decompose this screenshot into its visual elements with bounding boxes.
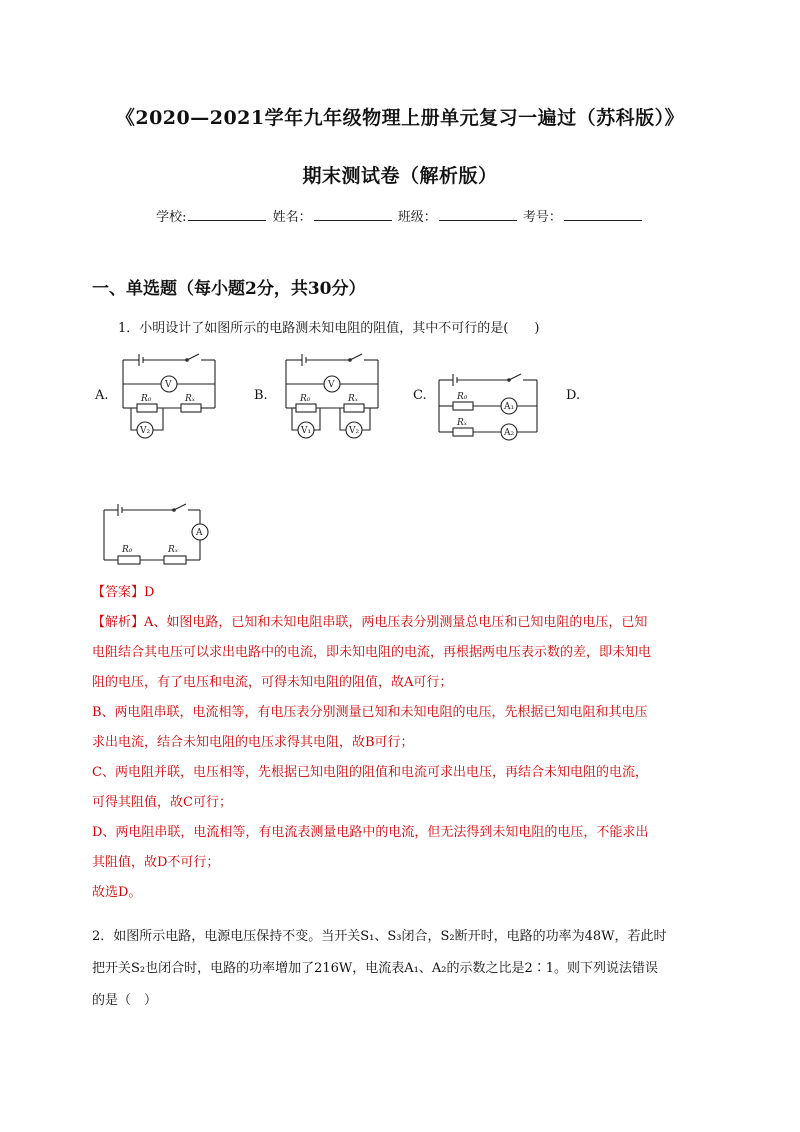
circuit-diagram-a <box>115 350 225 445</box>
exam-subtitle: 期末测试卷（解析版） <box>302 165 498 187</box>
option-a-label: A. <box>95 388 109 403</box>
question-1-stem: 1．小明设计了如图所示的电路测未知电阻的阻值，其中不可行的是( ) <box>118 321 540 336</box>
analysis-line: 其阻值，故D不可行； <box>92 855 220 870</box>
analysis-line: 求出电流，结合未知电阻的电压求得其电阻，故B可行； <box>92 735 414 750</box>
rx-resistor <box>344 404 364 412</box>
analysis-line: 可得其阻值，故C可行； <box>92 795 232 810</box>
analysis-line: 电阻结合其电压可以求出电路中的电流，即未知电阻的电流，再根据两电压表示数的差，即未知电 <box>92 645 652 660</box>
r0-resistor <box>453 402 473 410</box>
class-blank[interactable] <box>439 208 517 221</box>
circuit-diagram-d <box>100 498 220 570</box>
analysis-line: B、两电阻串联，电流相等，有电压表分别测量已知和未知电阻的电压，先根据已知电阻和其电压 <box>92 705 648 720</box>
circuit-diagram-c <box>433 370 548 445</box>
question-2-line: 2．如图所示电路，电源电压保持不变。当开关S₁、S₃闭合，S₂断开时，电路的功率为48W，若此时 <box>92 929 667 944</box>
name-label: 姓名： <box>272 210 312 225</box>
voltmeter-label: V <box>328 380 335 390</box>
option-c-label: C. <box>413 388 427 403</box>
question-2-line: 把开关S₂也闭合时，电路的功率增加了216W，电流表A₁、A₂的示数之比是2∶1。则下列说法错误 <box>92 961 659 976</box>
a2-label: A₂ <box>504 428 515 438</box>
v2-label: V₂ <box>349 426 360 436</box>
answer-label: 【答案】D <box>92 585 155 600</box>
option-b-label: B. <box>254 388 268 403</box>
r0-label: R₀ <box>122 545 133 555</box>
option-d-label: D. <box>566 388 581 403</box>
exam-title: 《2020—2021学年九年级物理上册单元复习一遍过（苏科版）》 <box>115 107 685 129</box>
analysis-line: 故选D。 <box>92 885 142 900</box>
rx-label: Rₓ <box>348 394 358 404</box>
school-blank[interactable] <box>188 208 266 221</box>
r0-resistor <box>137 404 157 412</box>
analysis-line: C、两电阻并联，电压相等，先根据已知电阻的阻值和电流可求出电压，再结合未知电阻的电流， <box>92 765 648 780</box>
circuit-diagram-b <box>278 350 388 445</box>
student-info-line <box>0 206 800 225</box>
r0-resistor <box>118 556 140 564</box>
r0-resistor <box>296 404 316 412</box>
v1-label: V₁ <box>301 426 312 436</box>
r0-label: R₀ <box>141 394 152 404</box>
rx-resistor <box>453 428 473 436</box>
analysis-line: D、两电阻串联，电流相等，有电流表测量电路中的电流，但无法得到未知电阻的电压，不能求出 <box>92 825 649 840</box>
section-heading: 一、单选题（每小题2分，共30分） <box>92 279 366 299</box>
name-blank[interactable] <box>314 208 392 221</box>
voltmeter-label: V <box>165 380 172 390</box>
rx-label: Rₓ <box>168 545 178 555</box>
analysis-line: 【解析】A、如图电路，已知和未知电阻串联，两电压表分别测量总电压和已知电阻的电压，已知 <box>92 615 648 630</box>
exam-number-blank[interactable] <box>564 208 642 221</box>
exam-number-label: 考号： <box>522 210 562 225</box>
r0-label: R₀ <box>457 392 468 402</box>
v2-label: V₂ <box>140 426 151 436</box>
r0-label: R₀ <box>300 394 311 404</box>
analysis-line: 阻的电压，有了电压和电流，可得未知电阻的阻值，故A可行； <box>92 675 453 690</box>
rx-resistor <box>164 556 186 564</box>
rx-resistor <box>181 404 201 412</box>
a1-label: A₁ <box>504 402 515 412</box>
question-2-line: 的是（ ） <box>92 993 158 1008</box>
class-label: 班级： <box>397 210 437 225</box>
rx-label: Rₓ <box>185 394 195 404</box>
rx-label: Rₓ <box>457 418 467 428</box>
ammeter-label: A <box>196 528 203 538</box>
school-label: 学校: <box>156 210 187 225</box>
